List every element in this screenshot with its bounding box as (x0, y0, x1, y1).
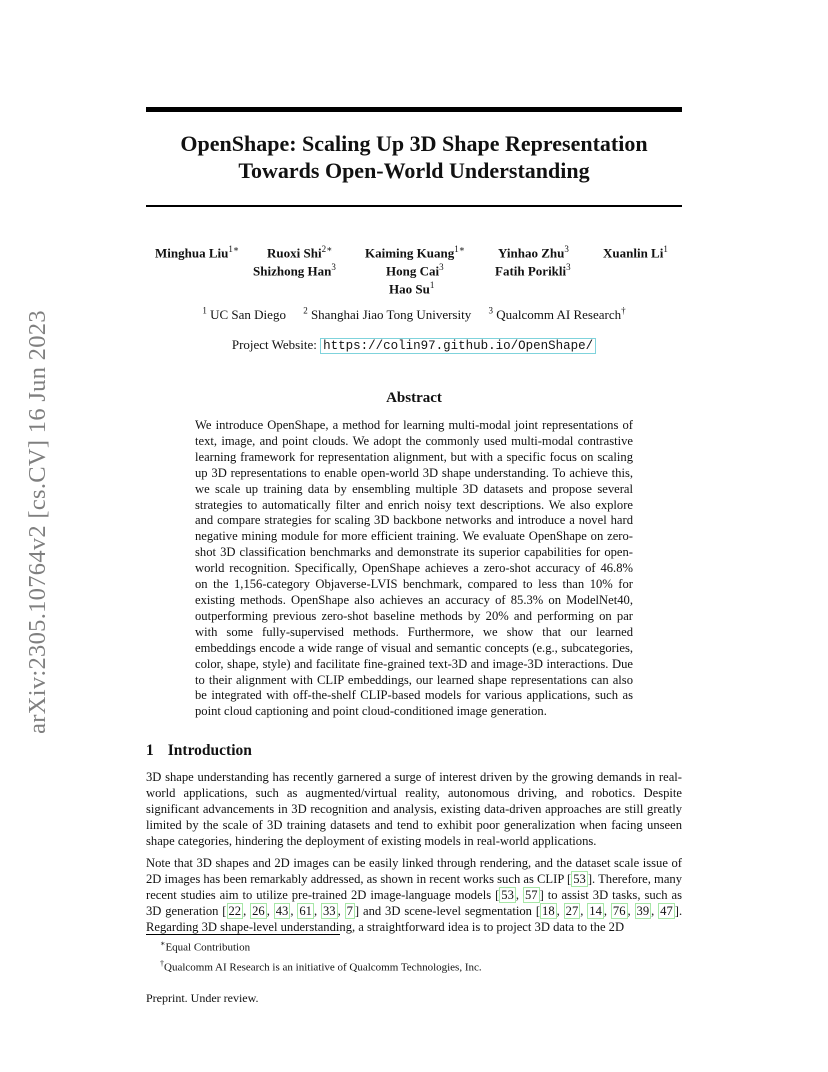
footnote-qualcomm: †Qualcomm AI Research is an initiative of Qualcomm Technologies, Inc. (160, 958, 482, 974)
intro-paragraph-2: Note that 3D shapes and 2D images can be easily linked through rendering, and the dataset scale issue of 2D images has been remarkably addressed, as shown in recent works such as CLIP [ 53 ]. Therefore, many recent studies aim to utilize pre-trained 2D image-language models [ 53 , 57 ] to assist 3D tasks, such as 3D generation [ 22 , 26 , 43 , 61 , 33 , 7 ] and 3D scene-level segmentation [ 18 , 27 , 14 , 76 , 39 , 47 ]. Regarding 3D shape-level understanding, a straightforward idea is to project 3D data to the 2D (146, 856, 683, 934)
citation-link[interactable]: 53 (573, 871, 586, 886)
citation-link[interactable]: 27 (565, 903, 579, 918)
footnote-equal-contribution: ∗Equal Contribution (160, 939, 251, 954)
citation-link[interactable]: 43 (275, 903, 289, 918)
author-block (146, 241, 682, 301)
abstract-heading: Abstract (386, 390, 442, 406)
abstract-text: We introduce OpenShape, a method for learning multi-modal joint representations of text, image, and point clouds. We adopt the commonly used multi-modal contrastive learning framework for representation alignment, but with a specific focus on scaling up 3D representations to enable open-world 3D shape understanding. To achieve this, we scale up training data by ensembling multiple 3D datasets and propose several strategies to automatically filter and enrich noisy text descriptions. We also explore and compare strategies for scaling 3D backbone networks and introduce a novel hard negative mining module for more efficient training. We evaluate OpenShape on zero-shot 3D classification benchmarks and demonstrate its superior capabilities for open-world recognition. Specifically, OpenShape achieves a zero-shot accuracy of 46.8% on the 1,156-category Objaverse-LVIS benchmark, compared to less than 10% for existing methods. OpenShape also achieves an accuracy of 85.3% on ModelNet40, outperforming previous zero-shot baseline methods by 20% and performing on par with some fully-supervised methods. Furthermore, we show that our learned embeddings encode a wide range of visual and semantic concepts (e.g., subcategories, color, shape, style) and facilitate fine-grained text-3D and image-3D interactions. Due to their alignment with CLIP embeddings, our learned shape representations can also be integrated with off-the-shelf CLIP-based models for various applications, such as point cloud captioning and point cloud-conditioned image generation. (195, 418, 633, 719)
citation-link[interactable]: 7 (346, 903, 353, 918)
author: Xuanlin Li$^1$ (603, 244, 668, 261)
citation-link[interactable]: 14 (589, 903, 602, 918)
author: Fatih Porikli$^3$ (495, 262, 571, 279)
citation-link[interactable]: 76 (612, 903, 626, 918)
citation-link[interactable]: 57 (524, 887, 538, 902)
citation-link[interactable]: 47 (660, 903, 673, 918)
project-website (146, 337, 682, 353)
intro-paragraph-1: 3D shape understanding has recently garnered a surge of interest driven by the growing demands in real-world applications, such as augmented/virtual reality, autonomous driving, and robotics. Despite significant advancements in 3D recognition and analysis, existing data-driven approaches are still greatly limited by the scale of 3D training datasets and tend to exhibit poor generalization when facing unseen shape categories, hindering the deployment of existing models in real-world applications. (146, 770, 682, 848)
author: Hao Su$^1$ (389, 280, 435, 297)
author: Minghua Liu$^{1∗}$ (155, 244, 239, 261)
footnote-rule (146, 934, 340, 935)
title-line-2: Towards Open-World Understanding (238, 158, 590, 183)
arxiv-identifier: arXiv:2305.10764v2 [cs.CV] 16 Jun 2023 (24, 310, 51, 734)
citation-link[interactable]: 39 (636, 903, 650, 918)
author: Yinhao Zhu$^3$ (498, 244, 569, 261)
citation-link[interactable]: 33 (323, 903, 336, 918)
arxiv-sidebar (18, 290, 58, 755)
section-heading (146, 742, 252, 760)
footnotes (160, 936, 482, 975)
author: Ruoxi Shi$^{2∗}$ (267, 244, 333, 261)
citation-link[interactable]: 18 (542, 903, 555, 918)
preprint-notice: Preprint. Under review. (146, 991, 259, 1005)
affiliation: $^3$ Qualcomm AI Research† (488, 306, 626, 323)
citation-link[interactable]: 53 (501, 887, 514, 902)
title-top-rule (146, 107, 682, 112)
website-link[interactable]: https://colin97.github.io/OpenShape/ (320, 338, 596, 354)
title-line-1: OpenShape: Scaling Up 3D Shape Representation (180, 131, 648, 156)
affiliation: $^1$ UC San Diego (202, 306, 286, 323)
paper-title (146, 130, 682, 184)
website-label: Project Website: (231, 337, 317, 352)
section-number: 1 (146, 742, 154, 759)
author: Shizhong Han$^3$ (253, 262, 336, 279)
affiliations (146, 306, 682, 323)
citation-link[interactable]: 61 (299, 903, 312, 918)
author: Hong Cai$^3$ (386, 262, 444, 279)
affiliation: $^2$ Shanghai Jiao Tong University (303, 306, 472, 323)
author: Kaiming Kuang$^{1∗}$ (365, 244, 465, 261)
citation-link[interactable]: 22 (228, 903, 242, 918)
title-bottom-rule (146, 205, 682, 207)
citation-link[interactable]: 26 (252, 903, 265, 918)
section-title: Introduction (167, 742, 252, 759)
